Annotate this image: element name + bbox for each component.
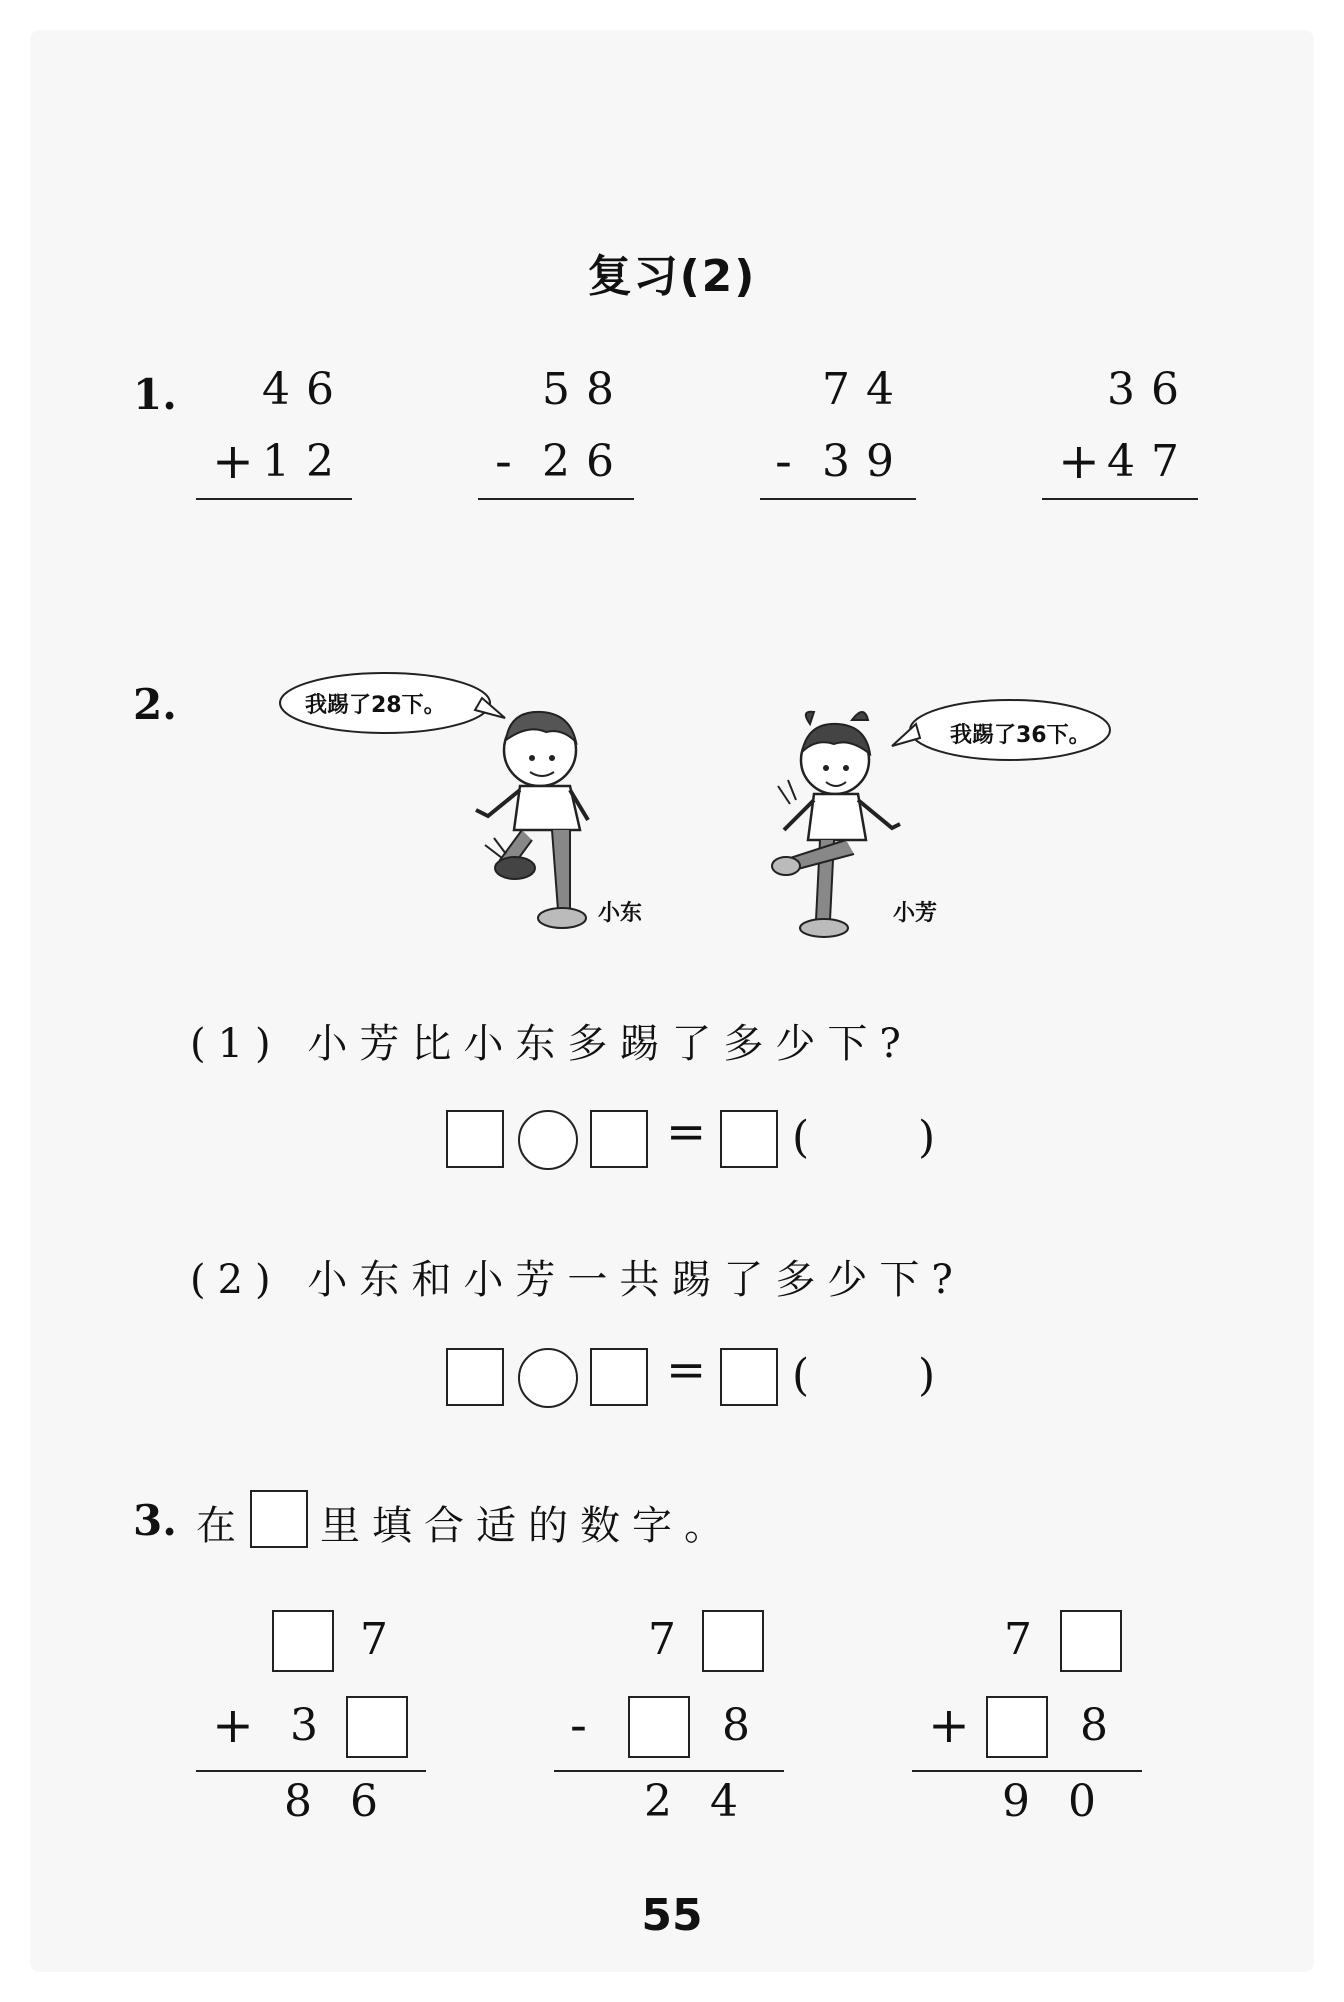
q3-p1-operator: + — [212, 1696, 254, 1754]
q2-sub1-equals-sign: = — [666, 1104, 707, 1160]
q1-p1-answer-line — [196, 498, 352, 500]
q1-p1-top: 46 — [262, 364, 350, 415]
q2-sub1-unit-paren-close: ) — [918, 1112, 936, 1163]
worksheet-page — [30, 30, 1314, 1972]
q1-p4-operator: + — [1058, 432, 1100, 490]
q1-p3-answer-line — [760, 498, 916, 500]
q3-p1-top-tens-box[interactable] — [272, 1610, 334, 1672]
q2-sub1-answer-box[interactable] — [720, 1110, 778, 1168]
question-2-number: 2. — [133, 680, 177, 729]
q3-prompt-sample-box — [250, 1490, 308, 1548]
q2-sub1-box-1[interactable] — [446, 1110, 504, 1168]
q1-p1-operator: + — [212, 432, 254, 490]
q3-p3-bottom-tens-box[interactable] — [986, 1696, 1048, 1758]
q2-sub2-unit-blank[interactable] — [815, 1356, 915, 1400]
q3-p3-top-tens: 7 — [1004, 1614, 1032, 1665]
q2-sub2-unit-paren-close: ) — [918, 1350, 936, 1401]
q3-p2-difference-line — [554, 1770, 784, 1772]
q3-p3-result: 90 — [1002, 1776, 1134, 1827]
q1-p4-answer-line — [1042, 498, 1198, 500]
q1-p4-top: 36 — [1107, 364, 1195, 415]
q3-p1-bottom-ones-box[interactable] — [346, 1696, 408, 1758]
q3-p2-bottom-ones: 8 — [722, 1700, 750, 1751]
q2-sub1-unit-blank[interactable] — [815, 1118, 915, 1162]
q2-sub2-box-1[interactable] — [446, 1348, 504, 1406]
question-1-number: 1. — [133, 370, 177, 419]
q3-p2-operator: - — [570, 1696, 587, 1754]
q3-prompt-before: 在 — [196, 1503, 248, 1549]
q1-p3-top: 74 — [822, 364, 910, 415]
q2-sub1-operator-circle[interactable] — [518, 1110, 578, 1170]
q2-subquestion-2-text: (2) 小东和小芳一共踢了多少下? — [190, 1257, 965, 1303]
q3-p3-top-ones-box[interactable] — [1060, 1610, 1122, 1672]
q3-p2-top-ones-box[interactable] — [702, 1610, 764, 1672]
q1-p3-operator: - — [775, 432, 792, 490]
q3-p1-sum-line — [196, 1770, 426, 1772]
q3-p2-bottom-tens-box[interactable] — [628, 1696, 690, 1758]
q2-sub2-unit-paren-open: ( — [792, 1350, 810, 1401]
page-title: 复习(2) — [587, 251, 757, 302]
q3-p2-result: 24 — [644, 1776, 776, 1827]
q3-p1-bottom-tens: 3 — [290, 1700, 318, 1751]
q3-p3-bottom-ones: 8 — [1080, 1700, 1108, 1751]
boy-name-label: 小东 — [598, 901, 643, 926]
question-3-number: 3. — [133, 1496, 177, 1545]
q3-p1-top-ones: 7 — [360, 1614, 388, 1665]
q3-prompt-after: 里填合适的数字。 — [320, 1503, 736, 1549]
q3-p3-sum-line — [912, 1770, 1142, 1772]
q2-sub2-equals-sign: = — [666, 1342, 707, 1398]
q2-sub2-operator-circle[interactable] — [518, 1348, 578, 1408]
q3-p1-result: 86 — [284, 1776, 416, 1827]
q1-p2-top: 58 — [542, 364, 630, 415]
q1-p1-bottom: 12 — [262, 436, 350, 487]
q3-p2-top-tens: 7 — [648, 1614, 676, 1665]
q2-subquestion-1-text: (1) 小芳比小东多踢了多少下? — [190, 1021, 913, 1067]
q2-sub2-answer-box[interactable] — [720, 1348, 778, 1406]
q1-p2-bottom: 26 — [542, 436, 630, 487]
boy-speech-bubble-text: 我踢了28下。 — [305, 693, 446, 718]
girl-name-label: 小芳 — [893, 901, 938, 926]
q1-p2-operator: - — [495, 432, 512, 490]
q3-p3-operator: + — [928, 1696, 970, 1754]
girl-speech-bubble-text: 我踢了36下。 — [950, 723, 1091, 748]
page-number: 55 — [641, 1890, 703, 1941]
q1-p4-bottom: 47 — [1107, 436, 1195, 487]
q2-sub1-box-2[interactable] — [590, 1110, 648, 1168]
q1-p2-answer-line — [478, 498, 634, 500]
q2-sub2-box-2[interactable] — [590, 1348, 648, 1406]
q2-sub1-unit-paren-open: ( — [792, 1112, 810, 1163]
q1-p3-bottom: 39 — [822, 436, 910, 487]
